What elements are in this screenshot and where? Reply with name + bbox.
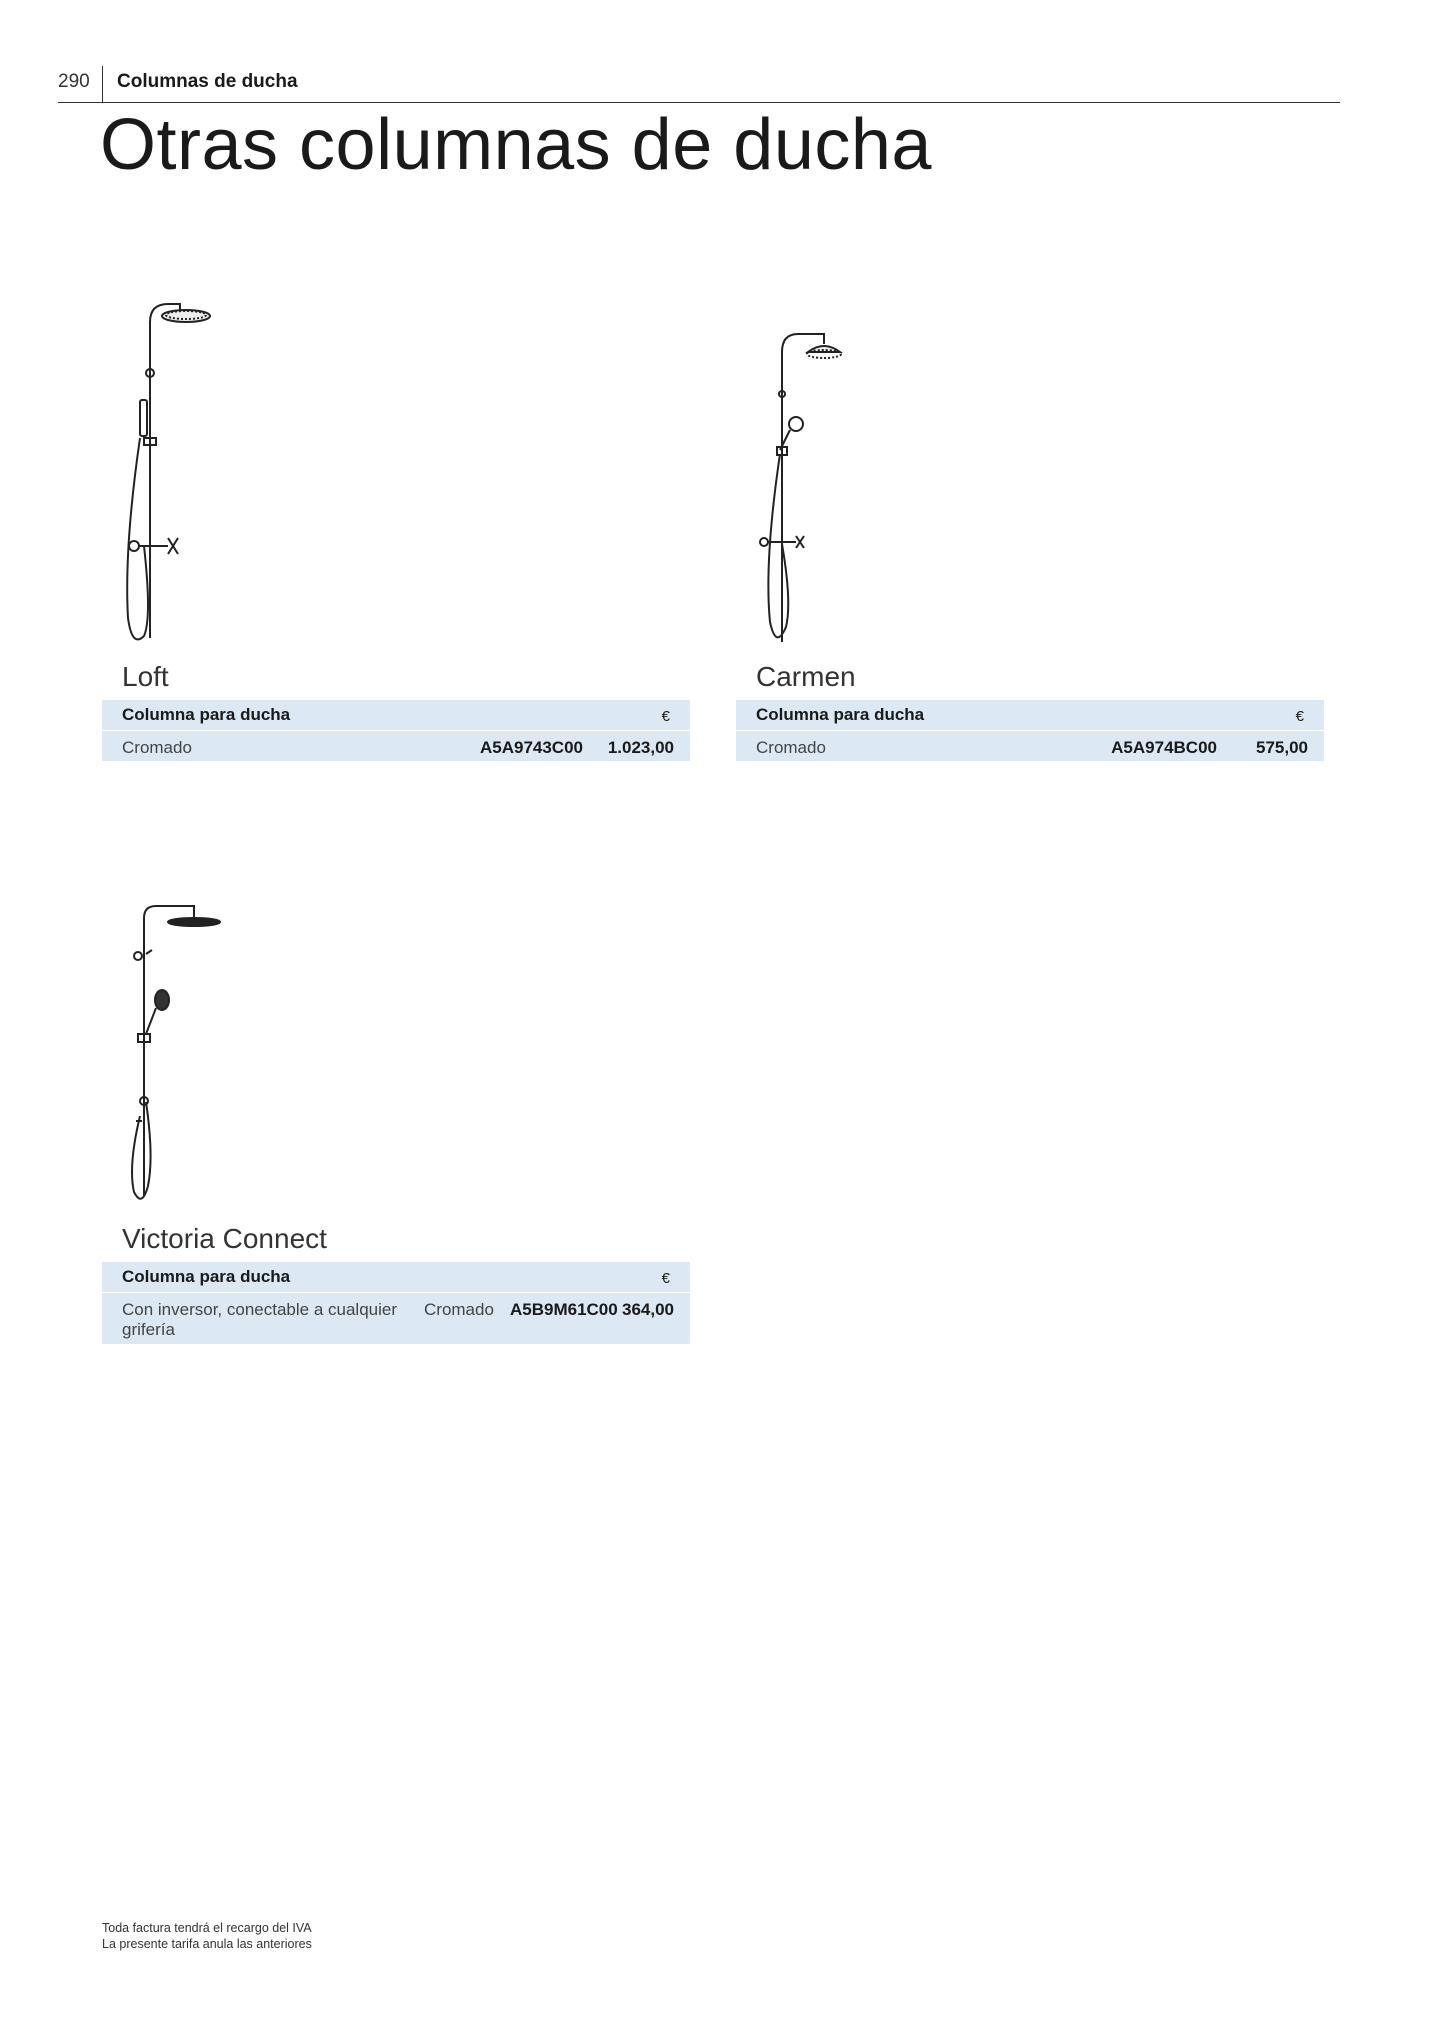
- page-title: Otras columnas de ducha: [100, 105, 932, 185]
- product-table: [102, 700, 690, 761]
- victoria-connect-shower-column-illustration: [118, 896, 228, 1211]
- category-label: Columna para ducha: [756, 705, 925, 724]
- finish-cell: Cromado: [122, 738, 192, 757]
- section-title: Columnas de ducha: [117, 71, 298, 92]
- product-name: Carmen: [756, 661, 856, 692]
- product-name: Loft: [122, 661, 169, 692]
- table-header-row: [736, 700, 1324, 731]
- currency-label: €: [1295, 708, 1304, 725]
- product-code: A5A9743C00: [479, 738, 583, 757]
- product-price: 364,00: [622, 1300, 674, 1319]
- currency-label: €: [661, 1270, 670, 1287]
- category-label: Columna para ducha: [122, 1267, 291, 1286]
- loft-shower-column-illustration: [118, 288, 228, 653]
- carmen-shower-column-illustration: [752, 322, 862, 657]
- currency-label: €: [661, 708, 670, 725]
- footer-line: Toda factura tendrá el recargo del IVA: [102, 1921, 312, 1935]
- page-header: [58, 66, 1340, 103]
- table-row: [102, 1293, 690, 1344]
- table-row: [102, 731, 690, 761]
- product-name: Victoria Connect: [122, 1223, 327, 1254]
- category-label: Columna para ducha: [122, 705, 291, 724]
- footer-notes: [102, 1920, 312, 1952]
- product-table: [102, 1262, 690, 1344]
- product-code: A5A974BC00: [1111, 738, 1217, 757]
- table-header-row: [102, 1262, 690, 1293]
- table-header-row: [102, 700, 690, 731]
- description-cell: Con inversor, conectable a cualquier grifería: [122, 1300, 397, 1339]
- product-price: 575,00: [1256, 738, 1308, 757]
- product-table: [736, 700, 1324, 761]
- table-row: [736, 731, 1324, 761]
- product-code: A5B9M61C00: [510, 1300, 618, 1319]
- footer-line: La presente tarifa anula las anteriores: [102, 1937, 312, 1951]
- finish-cell: Cromado: [756, 738, 826, 757]
- finish-cell: Cromado: [424, 1300, 494, 1319]
- product-price: 1.023,00: [607, 738, 674, 757]
- page-number: 290: [58, 71, 90, 92]
- header-divider: [102, 66, 103, 102]
